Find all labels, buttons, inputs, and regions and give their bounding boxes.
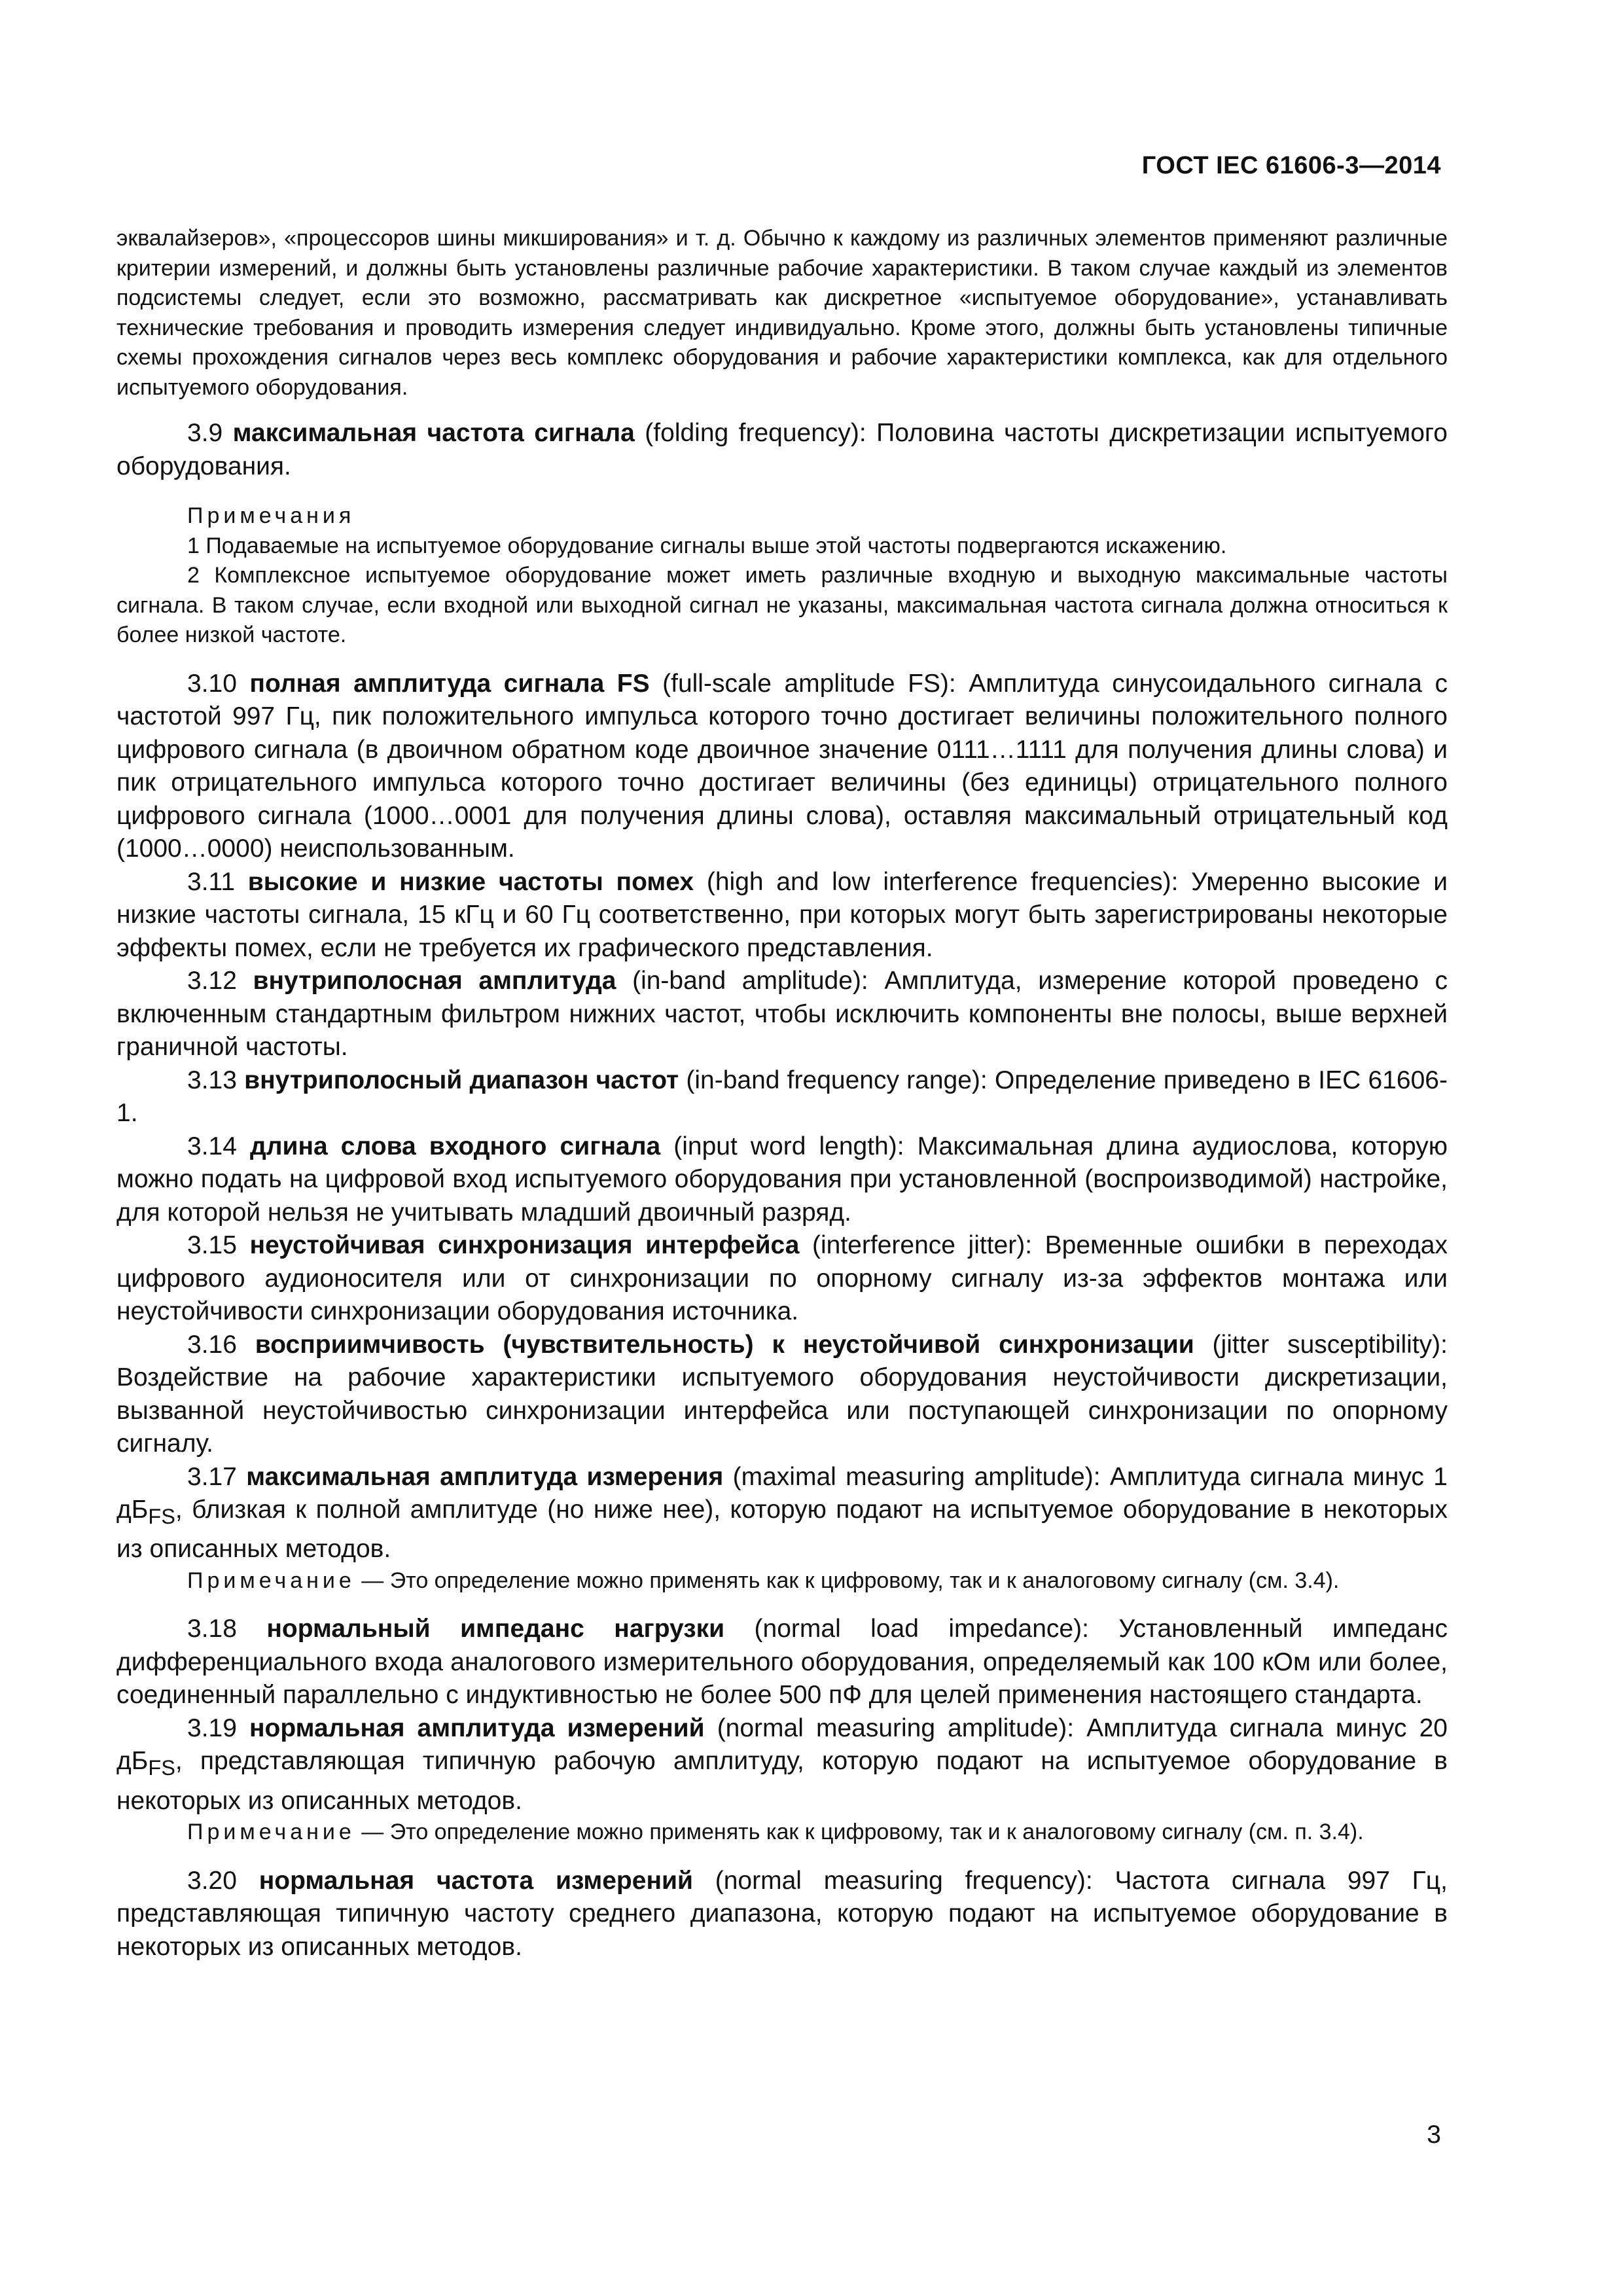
definition: (in-band frequency range): Определение приведено в IEC 61606-1. — [116, 1066, 1448, 1127]
definition-part-a: (maximal measuring amplitude): Амплитуда сигнала минус 1 дБ — [116, 1462, 1448, 1524]
term: полная амплитуда сигнала FS — [249, 669, 650, 698]
section-number: 3.18 — [187, 1615, 267, 1643]
section-3-18 — [116, 1613, 1448, 1712]
subscript: FS — [148, 1756, 175, 1780]
term: нормальная амплитуда измерений — [249, 1713, 705, 1742]
section-3-17 — [116, 1461, 1448, 1566]
subscript: FS — [148, 1504, 175, 1528]
section-number: 3.13 — [187, 1066, 245, 1094]
section-number: 3.12 — [187, 967, 253, 995]
term: нормальный импеданс нагрузки — [266, 1615, 725, 1643]
term: внутриполосная амплитуда — [253, 967, 616, 995]
definition: (high and low interference frequencies): Умеренно высокие и низкие частоты сигнала, 15 кГц и 60 Гц соответственно, при которых могут быть зарегистрированы некоторые эффекты помех, если не требуется их графического представления. — [116, 867, 1448, 962]
definition: (input word length): Максимальная длина аудиослова, которую можно подать на цифровой вход испытуемого оборудования при установленной (воспроизводимой) настройке, для которой нельзя не учитывать младший двоичный разряд. — [116, 1132, 1448, 1227]
note-text: — Это определение можно применять как к цифровому, так и к аналоговому сигналу (см. 3.4). — [355, 1568, 1340, 1593]
term: восприимчивость (чувствительность) к неустойчивой синхронизации — [255, 1330, 1194, 1359]
document-body — [116, 224, 1448, 1964]
section-number: 3.20 — [187, 1866, 259, 1895]
section-number: 3.17 — [187, 1462, 247, 1491]
definition-part-a: (normal measuring amplitude): Амплитуда сигнала минус 20 дБ — [116, 1713, 1448, 1776]
document-header: ГОСТ IEC 61606-3—2014 — [1141, 152, 1441, 179]
section-number: 3.19 — [187, 1713, 249, 1742]
section-3-9 — [116, 417, 1448, 483]
definition-part-b: , представляющая типичную рабочую амплитуду, которую подают на испытуемое оборудование в некоторых из описанных методов. — [116, 1747, 1448, 1815]
section-3-13 — [116, 1064, 1448, 1130]
section-3-16 — [116, 1329, 1448, 1461]
note-3-19 — [116, 1818, 1448, 1848]
definition: (in-band amplitude): Амплитуда, измерение которой проведено с включенным стандартным фильтром нижних частот, чтобы исключить компоненты вне полосы, выше верхней граничной частоты. — [116, 967, 1448, 1061]
section-number: 3.14 — [187, 1132, 250, 1160]
section-3-11 — [116, 866, 1448, 965]
note-item-2: 2 Комплексное испытуемое оборудование может иметь различные входную и выходную максимальные частоты сигнала. В таком случае, если входной или выходной сигнал не указаны, максимальная частота сигнала должна относиться к более низкой частоте. — [116, 563, 1448, 647]
term: нормальная частота измерений — [259, 1866, 693, 1895]
note-item-1: 1 Подаваемые на испытуемое оборудование сигналы выше этой частоты подвергаются искажению. — [187, 533, 1227, 558]
definition: (normal measuring frequency): Частота сигнала 997 Гц, представляющая типичную частоту среднего диапазона, которую подают на испытуемое оборудование в некоторых из описанных методов. — [116, 1866, 1448, 1961]
section-number: 3.11 — [187, 867, 248, 896]
note-label: Примечание — [187, 1820, 355, 1845]
definition: (jitter susceptibility): Воздействие на рабочие характеристики испытуемого оборудования неустойчивости дискретизации, вызванной неустойчивостью синхронизации интерфейса или поступающей синхронизации по опорному сигналу. — [116, 1330, 1448, 1458]
term: внутриполосный диапазон частот — [244, 1066, 679, 1094]
note-label: Примечание — [187, 1568, 355, 1593]
term: длина слова входного сигнала — [249, 1132, 661, 1160]
section-number: 3.15 — [187, 1231, 250, 1259]
section-3-19 — [116, 1712, 1448, 1818]
definition: (full-scale amplitude FS): Амплитуда синусоидального сигнала с частотой 997 Гц, пик положительного импульса которого точно достигает величины положительного полного цифрового сигнала (в двоичном обратном коде двоичное значение 0111…1111 для получения длины слова) и пик отрицательного импульса которого точно достигает величины (без единицы) отрицательного полного цифрового сигнала (1000…0001 для получения длины слова), оставляя максимальный отрицательный код (1000…0000) неиспользованным. — [116, 669, 1448, 863]
section-3-14 — [116, 1130, 1448, 1230]
term: неустойчивая синхронизация интерфейса — [249, 1231, 800, 1259]
term: максимальная частота сигнала — [232, 419, 635, 447]
intro-paragraph: эквалайзеров», «процессоров шины микширования» и т. д. Обычно к каждому из различных элементов применяют различные критерии измерений, и должны быть установлены различные рабочие характеристики. В таком случае каждый из элементов подсистемы следует, если это возможно, рассматривать как дискретное «испытуемое оборудование», устанавливать технические требования и проводить измерения следует индивидуально. Кроме этого, должны быть установлены типичные схемы прохождения сигналов через весь комплекс оборудования и рабочие характеристики комплекса, как для отдельного испытуемого оборудования. — [116, 226, 1448, 400]
definition-part-b: , близкая к полной амплитуде (но ниже нее), которую подают на испытуемое оборудование в некоторых из описанных методов. — [116, 1496, 1448, 1564]
section-3-15 — [116, 1229, 1448, 1329]
section-number: 3.9 — [187, 419, 233, 447]
section-3-20 — [116, 1865, 1448, 1964]
section-3-10 — [116, 668, 1448, 866]
term: высокие и низкие частоты помех — [247, 867, 694, 896]
definition: (interference jitter): Временные ошибки в переходах цифрового аудионосителя или от синхронизации по опорному сигналу из-за эффектов монтажа или неустойчивости синхронизации оборудования источника. — [116, 1231, 1448, 1325]
note-3-17 — [116, 1566, 1448, 1596]
section-number: 3.10 — [187, 669, 250, 698]
section-number: 3.16 — [187, 1330, 255, 1359]
definition: (normal load impedance): Установленный импеданс дифференциального входа аналогового измерительного оборудования, определяемый как 100 кОм или более, соединенный параллельно с индуктивностью не более 500 пФ для целей применения настоящего стандарта. — [116, 1615, 1448, 1710]
notes-title: Примечания — [187, 503, 355, 528]
note-text: — Это определение можно применять как к цифровому, так и к аналоговому сигналу (см. п. 3.4). — [355, 1820, 1364, 1845]
page-number: 3 — [1427, 2121, 1441, 2149]
definition: (folding frequency): Половина частоты дискретизации испытуемого оборудования. — [116, 419, 1448, 480]
section-3-12 — [116, 965, 1448, 1064]
term: максимальная амплитуда измерения — [246, 1462, 724, 1491]
